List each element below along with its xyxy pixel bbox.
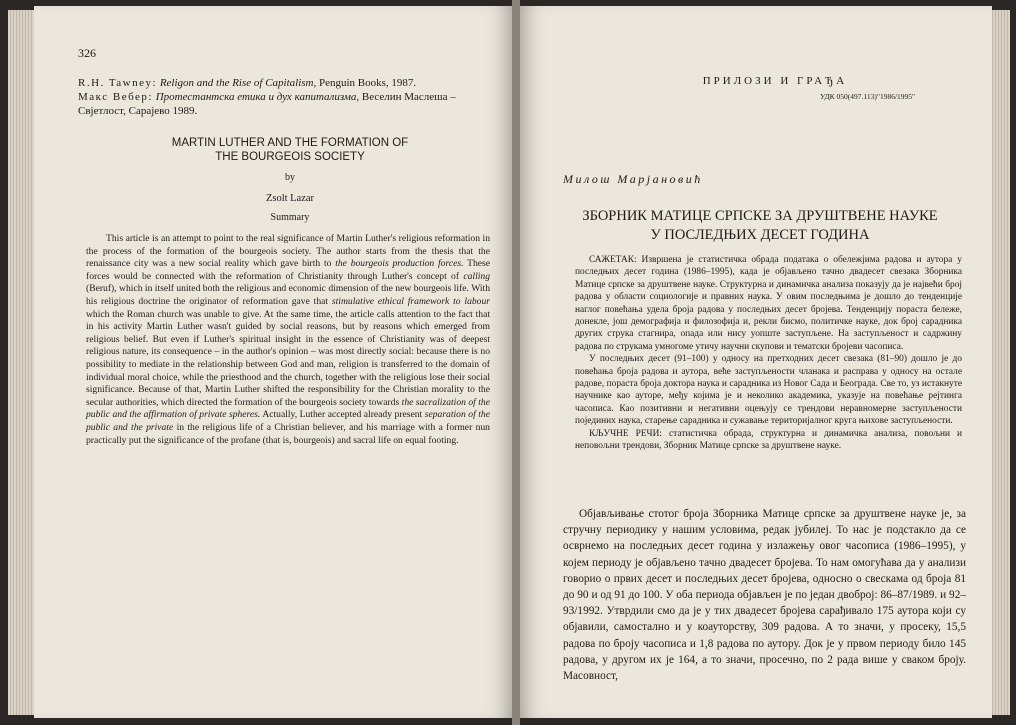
section-heading: ПРИЛОЗИ И ГРАЂА xyxy=(702,75,848,87)
summary-emphasis: the bourgeois production forces. xyxy=(335,258,464,270)
summary-segment: which the Roman church was unable to give. At the same time, the article calls attention to the fact that in his activity Martin Luther wasn't guided by social reasons, but by reasons which emerged from religious belief. But even if Luther's spiritual insight in the essence of Christianity was of deepest religious nature, its consequence – in the author's opinion – was most directly social: because there is no possibility to mediate in the relationship between God and man, religion is transferred to the domain of individual moral choice, while the priesthood and the church, together with the religious lose their social significance. Because of that, Martin Luther shifted the responsibility for the Christian morality to the secular authorities, which directed the formation of the bourgeois society towards xyxy=(86,308,490,408)
article-title-en xyxy=(100,136,480,164)
abstract-paragraph: САЖЕТАК: Извршена је статистичка обрада података о обележјима радова и аутора у последњих десет година (1986–1995), када је објављено тачно двадесет свезака Зборника Матице српске за друштвене науке. Структурна и динамичка анализа показују да је највећи број радова у области социологије и правних наука. У овим последњима је дошло до тенденције наглог повећања удела броја радова у последњих десет бројева. Тенденцију пораста бележе, донекле, још демографија и филозофија и, рекли бисмо, политичке науке, док број сарадника других струка стагнира, опада или нису уопште заступљене. На заступљеност и садржину радова по струкама умногоме утичу научни скупови и тематски бројеви часописа. xyxy=(575,255,962,352)
article-title-line: MARTIN LUTHER AND THE FORMATION OF xyxy=(171,137,409,149)
summary-segment: This article is an attempt to point to the real significance of Martin Luther's religious reformation in the process of the formation of the bourgeois society. The author starts from the thesis that the renaissance city was a new social reality which gave birth to xyxy=(86,233,490,270)
summary-emphasis: calling xyxy=(463,270,491,282)
article-author-sr: Милош Марјановић xyxy=(563,172,703,186)
article-title-line: ЗБОРНИК МАТИЦЕ СРПСКЕ ЗА ДРУШТВЕНЕ НАУКЕ xyxy=(582,208,938,224)
reference-author: Макс Вебер: xyxy=(78,91,153,103)
reference-title: Religon and the Rise of Capitalism, xyxy=(159,77,317,89)
left-page-edges xyxy=(8,10,34,715)
reference-title: Протестантска етика и дух капитализма, xyxy=(155,91,360,103)
summary-emphasis: separation of the public and the private xyxy=(86,409,490,433)
reference-publisher: Penguin Books, 1987. xyxy=(319,77,417,89)
summary-text xyxy=(86,233,490,447)
article-title-line: У ПОСЛЕДЊИХ ДЕСЕТ ГОДИНА xyxy=(650,227,870,243)
summary-segment: in the religious life of a Christian believer, and his marriage with a former nun practically put the significance of the profane (that is, bourgeois) and sacral life on equal footing. xyxy=(86,421,490,446)
body-paragraph: Објављивање стотог броја Зборника Матице српске за друштвене науке је, за стручну периодику у нашим условима, редак јубилеј. То нас је подстакло да се осврнемо на последњих десет година у излажењу овог часописа (1986–1995), у којем периоду је објављено тачно двадесет бројева. То нам омогућава да у анализи говорио о првих десет и последњих десет бројева, односно о свескама од броја 81 до 90 и од 91 до 100. У оба периода објављен је по један двоброј: 86–87/1989. и 92–93/1992. Утврдили смо да је у тих двадесет бројева сарађивало 175 аутора који су објавили, самостално и у коауторству, 309 радова. А то значи, у просеку, 15,5 радова по броју часописа и 1,8 радова по аутору. Док је у првом периоду било 145 радова, у другом их је 164, а то значи, просечно, по 2 рада више у сваком броју. Масовност, xyxy=(563,508,966,683)
summary-segment: (Beruf), which in itself united both the religious and economic dimension of the new bourgeois life. With his religious doctrine the originator of reformation gave that xyxy=(86,283,490,307)
summary-segment: Actually, Luther accepted already present xyxy=(262,409,423,421)
reference-author: R.H. Tawney: xyxy=(78,77,158,89)
byline-label: by xyxy=(285,172,295,183)
reference-item xyxy=(78,90,488,118)
reference-list xyxy=(78,76,488,118)
summary-emphasis: stimulative ethical framework to labour xyxy=(331,295,491,307)
udk-code: УДК 050(497.113)"1986/1995" xyxy=(820,92,916,101)
book-gutter xyxy=(512,0,520,725)
right-page-edges xyxy=(992,10,1010,715)
summary-emphasis: the sacralization of the public and the affirmation of private spheres. xyxy=(86,396,490,421)
keywords-paragraph: КЉУЧНЕ РЕЧИ: статистичка обрада, структурна и динамичка анализа, повољни и неповољни трендови, Зборник Матице српске за друштвене науке. xyxy=(575,428,962,452)
article-author-en: Zsolt Lazar xyxy=(265,193,315,204)
page-number: 326 xyxy=(78,46,96,60)
abstract-paragraph: У последњих десет (91–100) у односу на претходних десет свезака (81–90) дошло је до повећања броја радова и аутора, веће заступљености чланака и расправа у односу на остале радове, пораста броја доктора наука и сарадника из Новог Сада и Београда. Све то, уз истакнуте научнике као ауторе, међу којима је и неколико академика, указује на повећање рејтинга часописа. Као позитивни и негативни оцењују се трендови неравномерне заступљености појединих наука, старење сарадника и сужавање територијалног круга њихове заступљености. xyxy=(575,354,962,427)
article-title-sr xyxy=(555,207,965,245)
abstract-block xyxy=(575,254,962,453)
summary-heading: Summary xyxy=(270,212,310,223)
article-title-line: THE BOURGEOIS SOCIETY xyxy=(215,151,365,163)
reference-publisher: Веселин Маслеша – Свјетлост, Сарајево 1989. xyxy=(78,91,456,117)
reference-item xyxy=(78,76,488,90)
summary-segment: These forces would be connected with the reformation of Christianity through Luther's concept of xyxy=(86,258,490,282)
